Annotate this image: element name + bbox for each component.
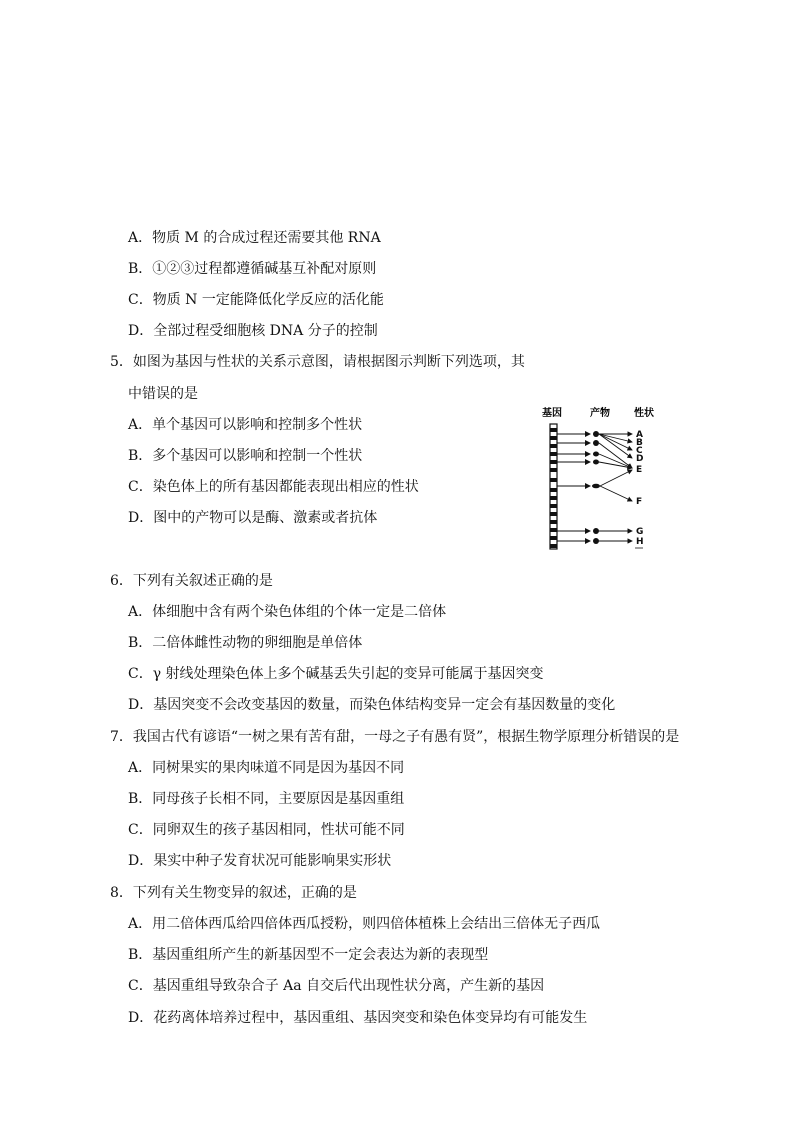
trait-f: F (636, 497, 643, 507)
q5-option-b: B．多个基因可以影响和控制一个性状 (128, 448, 363, 464)
q6-option-a: A．体细胞中含有两个染色体组的个体一定是二倍体 (128, 604, 447, 620)
q4-option-d: D．全部过程受细胞核 DNA 分子的控制 (128, 323, 378, 339)
chromosome-bands (550, 428, 557, 548)
gene-product-arrows (557, 434, 590, 541)
q5-option-a: A．单个基因可以影响和控制多个性状 (128, 417, 363, 433)
trait-h: H (636, 537, 644, 547)
q5-option-c: C．染色体上的所有基因都能表现出相应的性状 (128, 479, 419, 495)
trait-c: C (636, 446, 643, 456)
q7-option-c: C．同卵双生的孩子基因相同，性状可能不同 (128, 822, 405, 838)
trait-d: D (636, 454, 644, 464)
q7-option-d: D．果实中种子发育状况可能影响果实形状 (128, 853, 392, 869)
q7-option-b: B．同母孩子长相不同，主要原因是基因重组 (128, 791, 405, 807)
trait-g: G (636, 527, 644, 537)
q4-option-b: B．①②③过程都遵循碱基互补配对原则 (128, 261, 377, 277)
q8-stem: 8．下列有关生物变异的叙述，正确的是 (110, 885, 357, 901)
gene-trait-diagram (538, 404, 668, 554)
q7-stem: 7．我国古代有谚语“一树之果有苦有甜，一母之子有愚有贤”，根据生物学原理分析错误的是 (110, 729, 680, 745)
q6-stem: 6．下列有关叙述正确的是 (110, 573, 273, 589)
q8-option-a: A．用二倍体西瓜给四倍体西瓜授粉，则四倍体植株上会结出三倍体无子西瓜 (128, 916, 601, 932)
q5-stem-line1: 5．如图为基因与性状的关系示意图，请根据图示判断下列选项，其 (110, 354, 525, 370)
q5-option-d: D．图中的产物可以是酶、激素或者抗体 (128, 510, 378, 526)
trait-e: E (636, 465, 643, 475)
header-gene: 基因 (542, 408, 562, 419)
q8-option-d: D．花药离体培养过程中，基因重组、基因突变和染色体变异均有可能发生 (128, 1010, 588, 1026)
q7-option-a: A．同树果实的果肉味道不同是因为基因不同 (128, 760, 405, 776)
q4-option-a: A．物质 M 的合成过程还需要其他 RNA (128, 230, 381, 246)
product-dots (592, 431, 600, 544)
header-trait: 性状 (634, 408, 654, 419)
trait-b: B (636, 438, 643, 448)
q8-option-b: B．基因重组所产生的新基因型不一定会表达为新的表现型 (128, 947, 489, 963)
q6-option-b: B．二倍体雌性动物的卵细胞是单倍体 (128, 635, 363, 651)
product-trait-arrows (599, 434, 632, 541)
header-product: 产物 (590, 408, 610, 419)
q5-stem-line2: 中错误的是 (128, 386, 198, 402)
q4-option-c: C．物质 N 一定能降低化学反应的活化能 (128, 292, 384, 308)
q6-option-c: C．γ 射线处理染色体上多个碱基丢失引起的变异可能属于基因突变 (128, 666, 544, 682)
trait-a: A (636, 430, 643, 440)
q6-option-d: D．基因突变不会改变基因的数量，而染色体结构变异一定会有基因数量的变化 (128, 697, 616, 713)
q8-option-c: C．基因重组导致杂合子 Aa 自交后代出现性状分离，产生新的基因 (128, 978, 545, 994)
